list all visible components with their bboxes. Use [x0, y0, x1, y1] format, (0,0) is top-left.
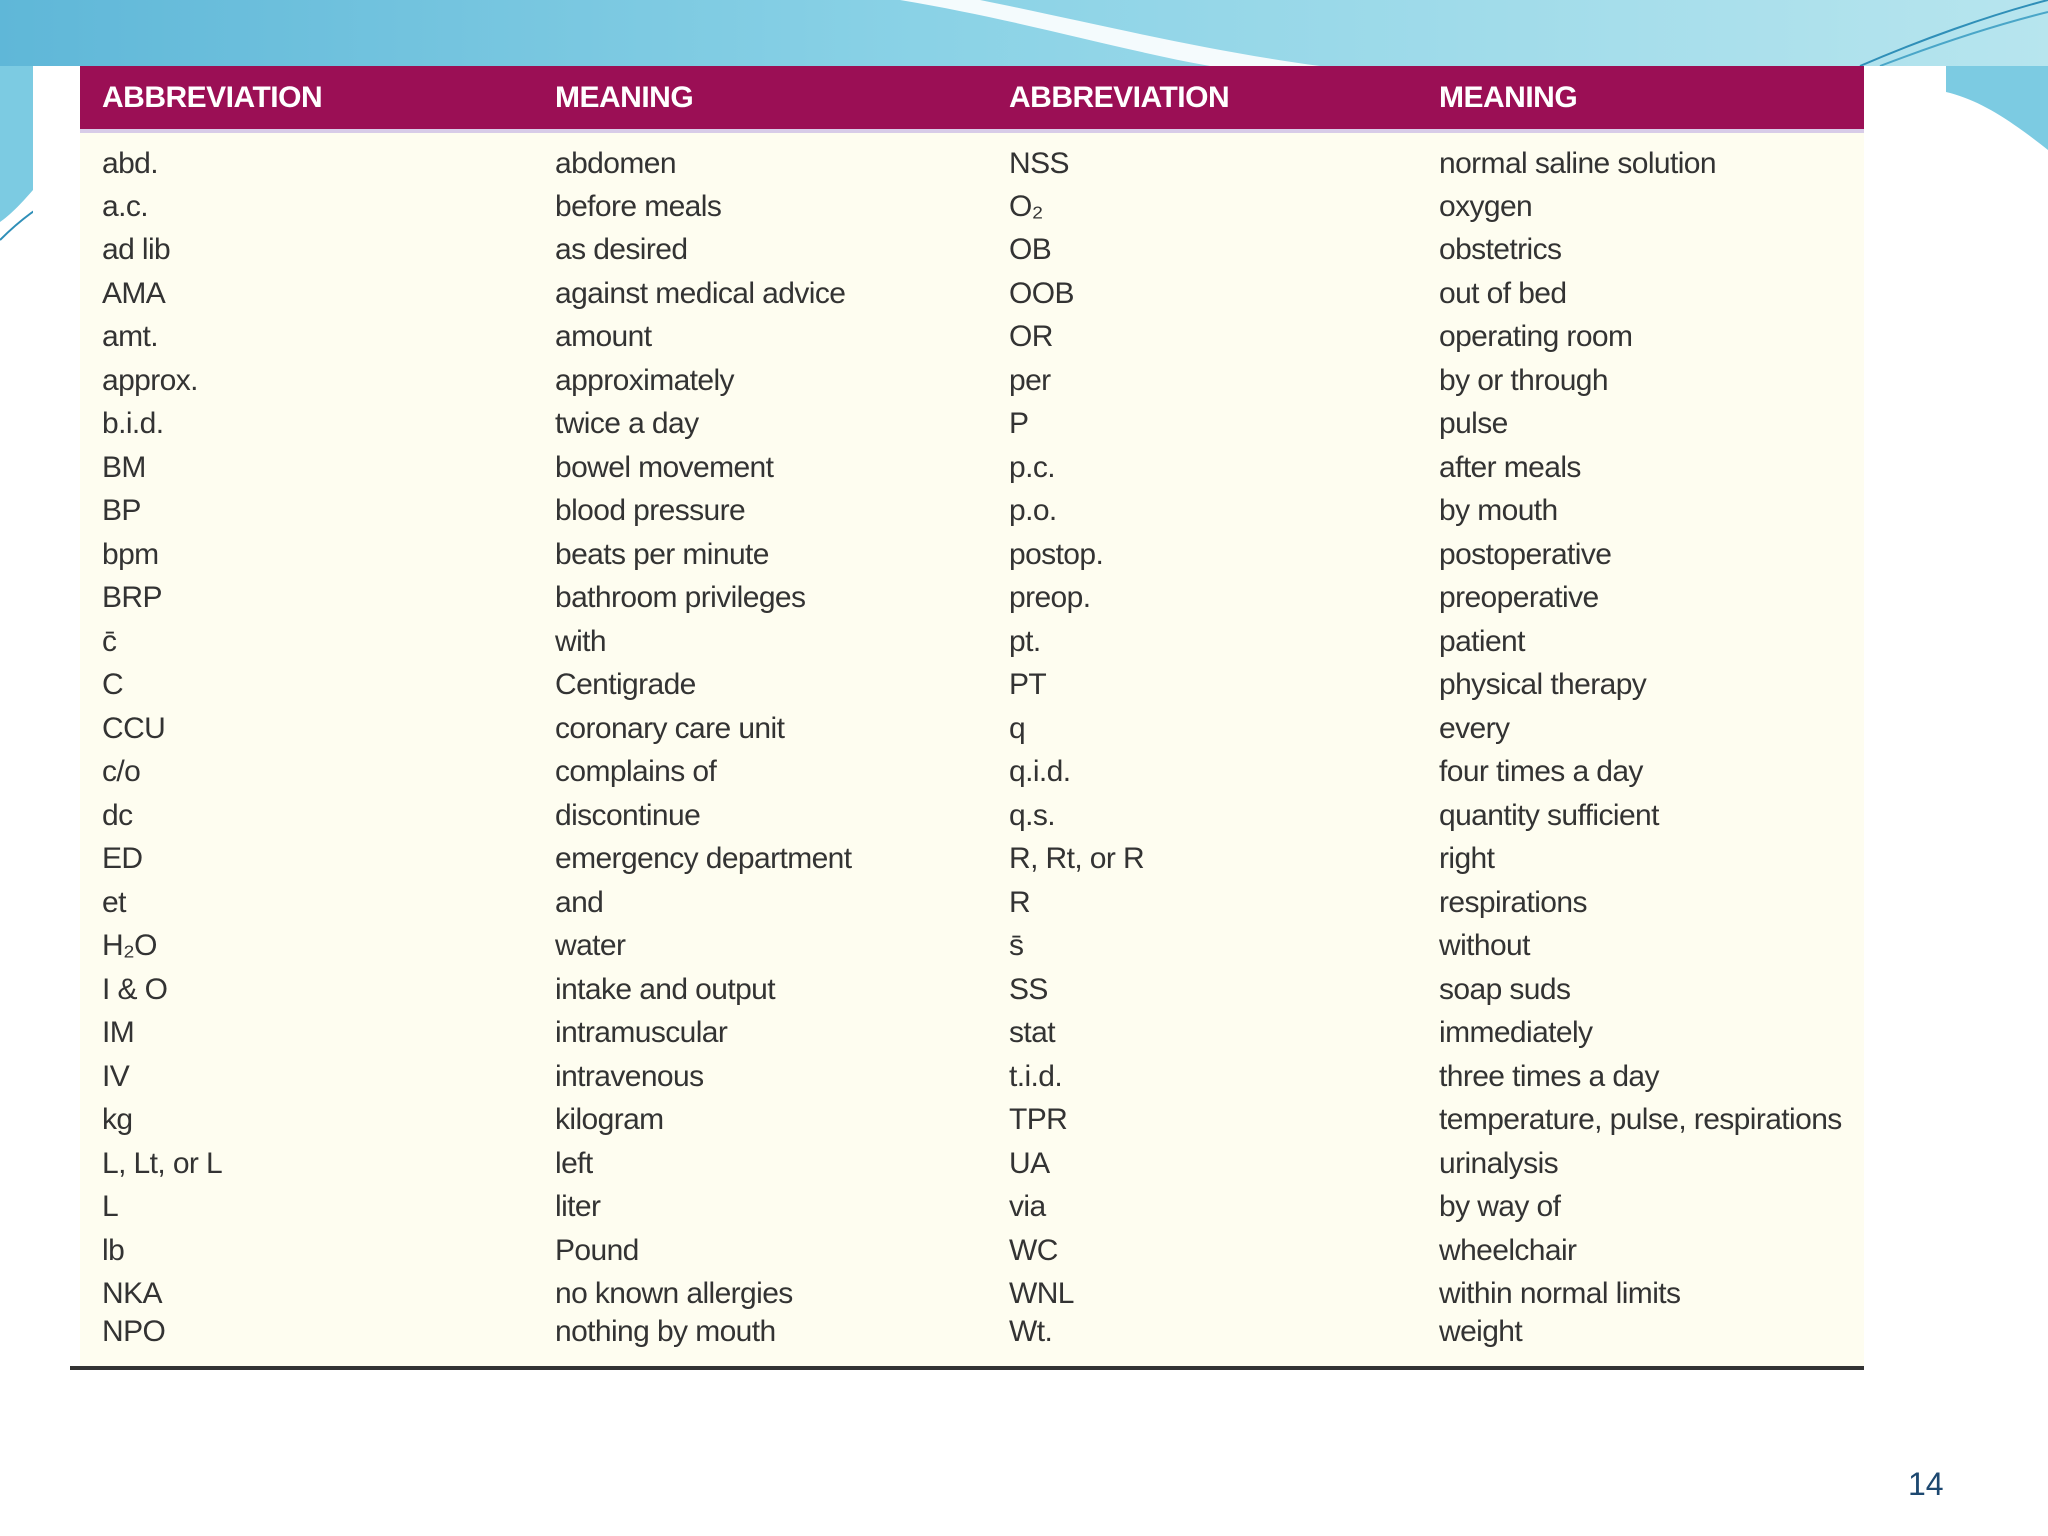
abbreviation-cell: UA — [1009, 1147, 1050, 1180]
top-wave-highlight — [900, 0, 1320, 66]
meaning-cell: bathroom privileges — [555, 581, 806, 614]
top-wave-band — [0, 0, 2048, 66]
meaning-cell: approximately — [555, 364, 734, 397]
table-bottom-rule — [70, 1366, 1864, 1370]
meaning-cell: obstetrics — [1439, 233, 1562, 266]
meaning-cell: coronary care unit — [555, 712, 785, 745]
meaning-cell: by mouth — [1439, 494, 1558, 527]
abbreviation-cell: via — [1009, 1190, 1046, 1223]
meaning-cell: left — [555, 1147, 593, 1180]
table-row — [80, 926, 1864, 966]
right-wave-line-1 — [1860, 0, 2048, 66]
abbreviation-cell: preop. — [1009, 581, 1091, 614]
abbreviation-cell: BRP — [102, 581, 162, 614]
table-row — [80, 1057, 1864, 1097]
meaning-cell: twice a day — [555, 407, 699, 440]
meaning-cell: immediately — [1439, 1016, 1593, 1049]
meaning-cell: pulse — [1439, 407, 1508, 440]
abbreviation-cell: approx. — [102, 364, 198, 397]
table-row — [80, 1312, 1864, 1352]
meaning-cell: amount — [555, 320, 652, 353]
meaning-cell: intramuscular — [555, 1016, 728, 1049]
meaning-cell: within normal limits — [1439, 1277, 1681, 1310]
abbreviation-cell: L — [102, 1190, 119, 1223]
abbreviation-cell: WC — [1009, 1234, 1058, 1267]
abbreviation-cell: CCU — [102, 712, 166, 745]
table-row — [80, 1013, 1864, 1053]
meaning-cell: without — [1439, 929, 1530, 962]
table-row — [80, 317, 1864, 357]
table-row — [80, 448, 1864, 488]
meaning-cell: temperature, pulse, respirations — [1439, 1103, 1842, 1136]
table-row — [80, 1187, 1864, 1227]
abbreviation-cell: postop. — [1009, 538, 1104, 571]
meaning-cell: normal saline solution — [1439, 147, 1716, 180]
table-row — [80, 361, 1864, 401]
abbreviation-cell: q — [1009, 712, 1026, 745]
abbreviation-cell: NKA — [102, 1277, 162, 1310]
meaning-cell: operating room — [1439, 320, 1633, 353]
table-row — [80, 839, 1864, 879]
table-row — [80, 1274, 1864, 1314]
table-row — [80, 709, 1864, 749]
abbreviation-cell: s̄ — [1009, 929, 1024, 962]
meaning-cell: after meals — [1439, 451, 1581, 484]
abbreviation-cell: PT — [1009, 668, 1047, 701]
abbreviation-cell: IV — [102, 1060, 130, 1093]
meaning-cell — [555, 1312, 776, 1352]
meaning-cell: water — [555, 929, 626, 962]
table-row — [80, 404, 1864, 444]
abbreviation-cell: R, Rt, or R — [1009, 842, 1145, 875]
meaning-cell: postoperative — [1439, 538, 1612, 571]
meaning-cell: weight — [1439, 1315, 1523, 1348]
abbreviation-cell: WNL — [1009, 1277, 1074, 1310]
meaning-cell: soap suds — [1439, 973, 1571, 1006]
abbreviation-cell: IM — [102, 1016, 135, 1049]
meaning-cell: discontinue — [555, 799, 701, 832]
table-row — [80, 187, 1864, 227]
meaning-cell: blood pressure — [555, 494, 746, 527]
table-row — [80, 665, 1864, 705]
abbreviation-cell: BP — [102, 494, 141, 527]
right-wave-line-2 — [1880, 12, 2048, 66]
abbreviation-cell: dc — [102, 799, 133, 832]
abbreviation-cell: pt. — [1009, 625, 1041, 658]
meaning-cell: four times a day — [1439, 755, 1643, 788]
table-row — [80, 1144, 1864, 1184]
header-abbreviation-2: ABBREVIATION — [1009, 81, 1230, 114]
abbreviation-cell: I & O — [102, 973, 168, 1006]
meaning-cell: urinalysis — [1439, 1147, 1559, 1180]
header-meaning-2: MEANING — [1439, 81, 1578, 114]
meaning-cell: preoperative — [1439, 581, 1599, 614]
meaning-cell: three times a day — [1439, 1060, 1659, 1093]
abbreviation-cell: O₂ — [1009, 190, 1043, 223]
meaning-cell: respirations — [1439, 886, 1587, 919]
abbreviation-cell: SS — [1009, 973, 1048, 1006]
page-number: 14 — [1908, 1466, 1944, 1502]
meaning-cell: beats per minute — [555, 538, 769, 571]
meaning-cell: Pound — [555, 1234, 639, 1267]
abbreviation-cell: amt. — [102, 320, 158, 353]
meaning-cell: out of bed — [1439, 277, 1567, 310]
meaning-cell: right — [1439, 842, 1495, 875]
abbreviation-table — [80, 66, 1864, 1370]
meaning-cell: Centigrade — [555, 668, 696, 701]
abbreviation-cell: q.i.d. — [1009, 755, 1071, 788]
abbreviation-cell: Wt. — [1009, 1315, 1053, 1348]
table-row — [80, 1100, 1864, 1140]
table-row — [80, 491, 1864, 531]
left-wave — [0, 66, 33, 222]
meaning-cell: kilogram — [555, 1103, 664, 1136]
meaning-cell: patient — [1439, 625, 1525, 658]
meaning-cell: intravenous — [555, 1060, 704, 1093]
meaning-cell: wheelchair — [1439, 1234, 1577, 1267]
meaning-cell: liter — [555, 1190, 601, 1223]
meaning-cell: against medical advice — [555, 277, 846, 310]
abbreviation-cell: p.c. — [1009, 451, 1055, 484]
abbreviation-cell: OB — [1009, 233, 1052, 266]
abbreviation-cell: q.s. — [1009, 799, 1055, 832]
abbreviation-cell: TPR — [1009, 1103, 1068, 1136]
meaning-cell: abdomen — [555, 147, 676, 180]
table-row — [80, 535, 1864, 575]
abbreviation-cell: P — [1009, 407, 1029, 440]
table-row — [80, 144, 1864, 184]
abbreviation-cell: ED — [102, 842, 143, 875]
abbreviation-cell: L, Lt, or L — [102, 1147, 223, 1180]
abbreviation-cell: kg — [102, 1103, 133, 1136]
table-row — [80, 752, 1864, 792]
meaning-cell: every — [1439, 712, 1510, 745]
meaning-cell: oxygen — [1439, 190, 1533, 223]
abbreviation-cell: NPO — [102, 1315, 166, 1348]
meaning-cell: and — [555, 886, 604, 919]
abbreviation-cell: abd. — [102, 147, 158, 180]
meaning-cell: no known allergies — [555, 1277, 793, 1310]
meaning-cell: by way of — [1439, 1190, 1561, 1223]
meaning-cell: bowel movement — [555, 451, 774, 484]
abbreviation-cell: per — [1009, 364, 1051, 397]
meaning-text: nothing by — [555, 1315, 696, 1348]
abbreviation-cell: lb — [102, 1234, 125, 1267]
abbreviation-cell: ad lib — [102, 233, 171, 266]
meaning-cell: with — [555, 625, 606, 658]
meaning-cell: complains of — [555, 755, 717, 788]
table-row — [80, 1231, 1864, 1271]
right-wave — [1946, 66, 2048, 150]
abbreviation-cell: stat — [1009, 1016, 1055, 1049]
abbreviation-cell: H₂O — [102, 929, 157, 962]
abbreviation-cell: BM — [102, 451, 146, 484]
abbreviation-cell: c̄ — [102, 625, 117, 658]
meaning-cell: emergency department — [555, 842, 852, 875]
abbreviation-cell: b.i.d. — [102, 407, 164, 440]
header-abbreviation-1: ABBREVIATION — [102, 81, 323, 114]
abbreviation-cell: a.c. — [102, 190, 148, 223]
table-header-row — [80, 66, 1864, 133]
abbreviation-cell: t.i.d. — [1009, 1060, 1063, 1093]
meaning-cell: as desired — [555, 233, 688, 266]
meaning-cell: by or through — [1439, 364, 1608, 397]
table-row — [80, 970, 1864, 1010]
table-row — [80, 274, 1864, 314]
table-row — [80, 883, 1864, 923]
meaning-cell: quantity sufficient — [1439, 799, 1659, 832]
abbreviation-cell: et — [102, 886, 126, 919]
abbreviation-cell: OR — [1009, 320, 1053, 353]
meaning-cell: intake and output — [555, 973, 775, 1006]
table-row — [80, 578, 1864, 618]
header-meaning-1: MEANING — [555, 81, 694, 114]
abbreviation-cell: OOB — [1009, 277, 1074, 310]
abbreviation-cell: p.o. — [1009, 494, 1057, 527]
abbreviation-cell: R — [1009, 886, 1031, 919]
meaning-cell: physical therapy — [1439, 668, 1647, 701]
abbreviation-cell: C — [102, 668, 124, 701]
abbreviation-cell: bpm — [102, 538, 159, 571]
table-row — [80, 796, 1864, 836]
table-row — [80, 622, 1864, 662]
abbreviation-cell: NSS — [1009, 147, 1069, 180]
meaning-cell: before meals — [555, 190, 722, 223]
highlighted-word: mouth — [695, 1315, 776, 1348]
abbreviation-cell: c/o — [102, 755, 141, 788]
table-row — [80, 230, 1864, 270]
abbreviation-cell: AMA — [102, 277, 166, 310]
